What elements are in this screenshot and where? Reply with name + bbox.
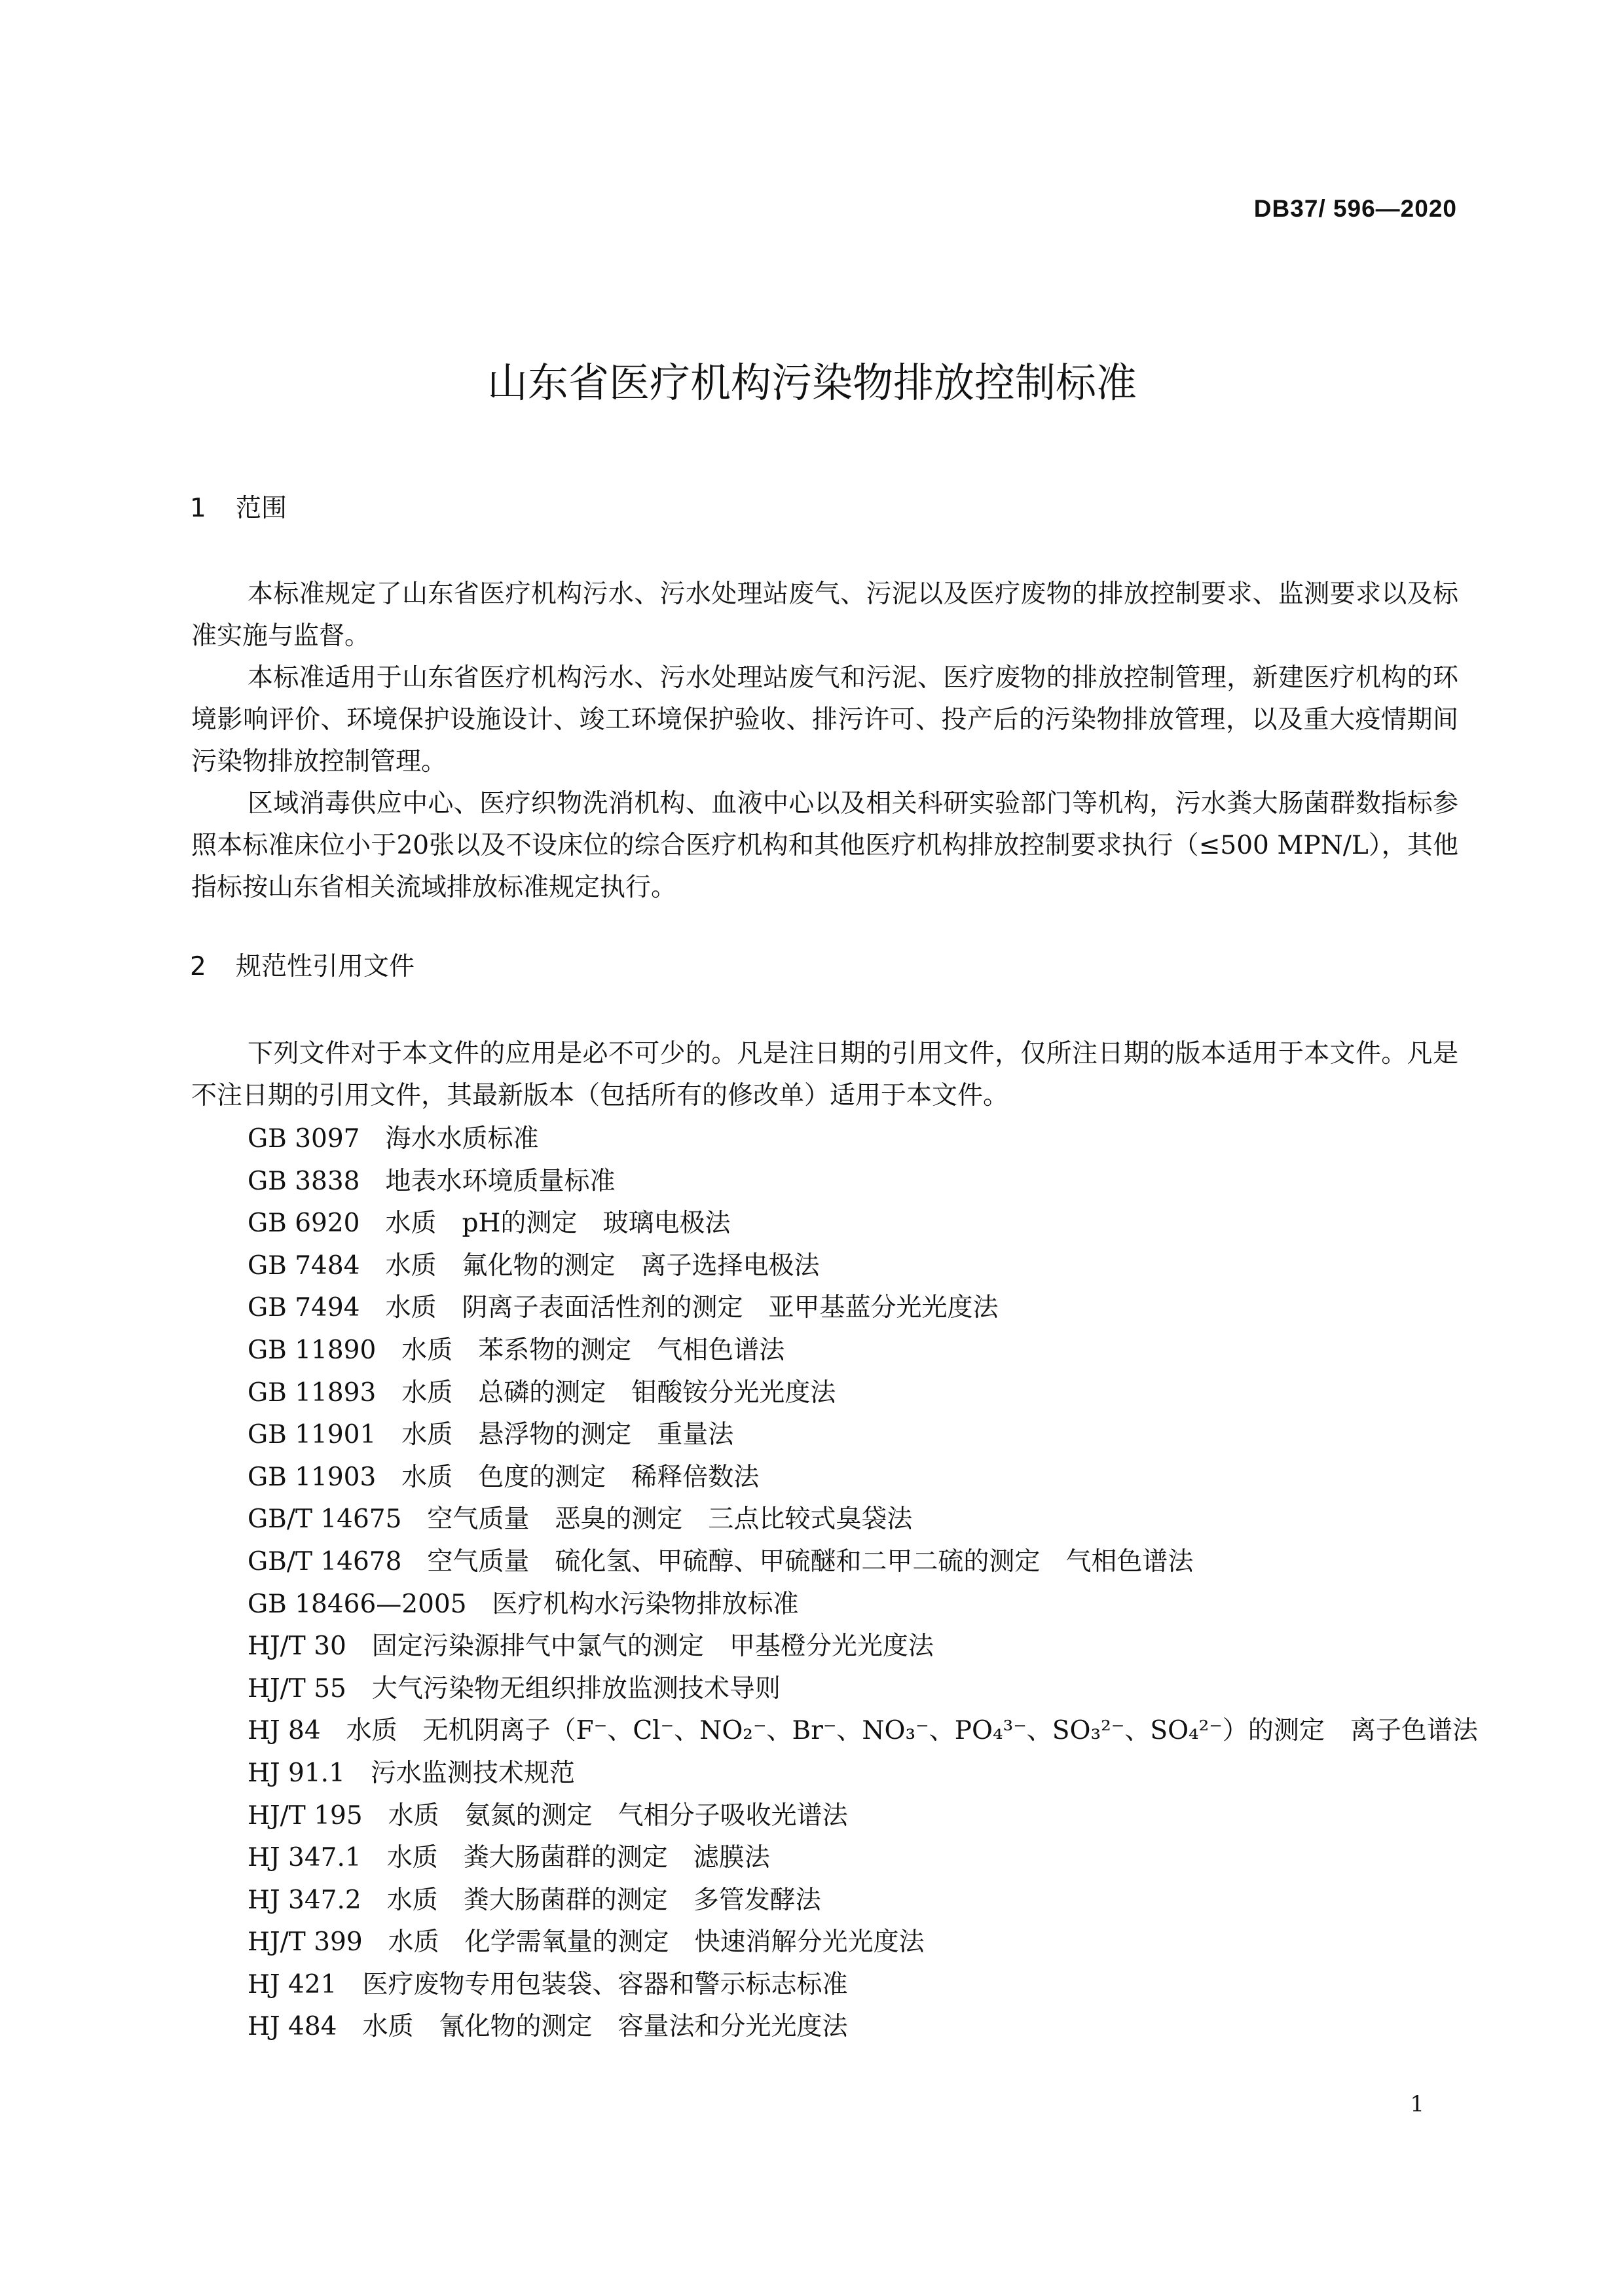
reference-item: GB 11903 水质 色度的测定 稀释倍数法 <box>248 1462 760 1492</box>
reference-item: HJ/T 399 水质 化学需氧量的测定 快速消解分光光度法 <box>248 1927 925 1958</box>
reference-item: HJ 347.1 水质 粪大肠菌群的测定 滤膜法 <box>248 1843 770 1873</box>
scope-paragraph-2: 本标准适用于山东省医疗机构污水、污水处理站废气和污泥、医疗废物的排放控制管理，新建医疗机构的环境影响评价、环境保护设施设计、竣工环境保护验收、排污许可、投产后的污染物排放管理，以及重大疫情期间污染物排放控制管理。 <box>191 663 1458 776</box>
reference-item: GB 6920 水质 pH的测定 玻璃电极法 <box>248 1209 731 1239</box>
reference-item: GB 11901 水质 悬浮物的测定 重量法 <box>248 1420 734 1450</box>
reference-item: HJ/T 30 固定污染源排气中氯气的测定 甲基橙分光光度法 <box>248 1631 934 1662</box>
reference-item: GB 18466—2005 医疗机构水污染物排放标准 <box>248 1589 799 1619</box>
scope-paragraph-3: 区域消毒供应中心、医疗织物洗消机构、血液中心以及相关科研实验部门等机构，污水粪大肠菌群数指标参照本标准床位小于20张以及不设床位的综合医疗机构和其他医疗机构排放控制要求执行（≤500 MPN/L），其他指标按山东省相关流域排放标准规定执行。 <box>191 789 1458 902</box>
reference-item: HJ 421 医疗废物专用包装袋、容器和警示标志标准 <box>248 1969 848 1999</box>
section-number: 2 <box>190 952 206 981</box>
reference-item: GB/T 14678 空气质量 硫化氢、甲硫醇、甲硫醚和二甲二硫的测定 气相色谱法 <box>248 1546 1194 1576</box>
reference-item: GB 7484 水质 氟化物的测定 离子选择电极法 <box>248 1250 820 1281</box>
document-title: 山东省医疗机构污染物排放控制标准 <box>487 359 1137 407</box>
section-heading-normative-references <box>190 951 415 983</box>
references-intro-paragraph: 下列文件对于本文件的应用是必不可少的。凡是注日期的引用文件，仅所注日期的版本适用于本文件。凡是不注日期的引用文件，其最新版本（包括所有的修改单）适用于本文件。 <box>191 1039 1458 1110</box>
section-title: 规范性引用文件 <box>236 952 415 981</box>
scope-paragraph-1: 本标准规定了山东省医疗机构污水、污水处理站废气、污泥以及医疗废物的排放控制要求、监测要求以及标准实施与监督。 <box>191 579 1458 651</box>
section-title: 范围 <box>236 494 287 523</box>
reference-item: GB 3838 地表水环境质量标准 <box>248 1166 616 1196</box>
page-number: 1 <box>1410 2091 1424 2117</box>
reference-item: GB 11890 水质 苯系物的测定 气相色谱法 <box>248 1335 785 1365</box>
section-heading-scope <box>190 492 287 525</box>
reference-list <box>248 1118 1478 2049</box>
reference-item: HJ 91.1 污水监测技术规范 <box>248 1758 575 1788</box>
standard-code: DB37/ 596—2020 <box>1253 195 1457 222</box>
reference-item: HJ 347.2 水质 粪大肠菌群的测定 多管发酵法 <box>248 1885 821 1915</box>
reference-item: GB 11893 水质 总磷的测定 钼酸铵分光光度法 <box>248 1377 836 1408</box>
reference-item: HJ/T 55 大气污染物无组织排放监测技术导则 <box>248 1673 781 1704</box>
reference-item: HJ/T 195 水质 氨氮的测定 气相分子吸收光谱法 <box>248 1800 848 1831</box>
reference-item: GB 7494 水质 阴离子表面活性剂的测定 亚甲基蓝分光光度法 <box>248 1293 999 1323</box>
section-number: 1 <box>190 494 206 523</box>
reference-item: GB 3097 海水水质标准 <box>248 1124 539 1154</box>
reference-item: GB/T 14675 空气质量 恶臭的测定 三点比较式臭袋法 <box>248 1504 913 1535</box>
reference-item: HJ 84 水质 无机阴离子（F⁻、Cl⁻、NO₂⁻、Br⁻、NO₃⁻、PO₄³⁻、SO₃²⁻、SO₄²⁻）的测定 离子色谱法 <box>248 1716 1478 1746</box>
reference-item: HJ 484 水质 氰化物的测定 容量法和分光光度法 <box>248 2012 848 2042</box>
